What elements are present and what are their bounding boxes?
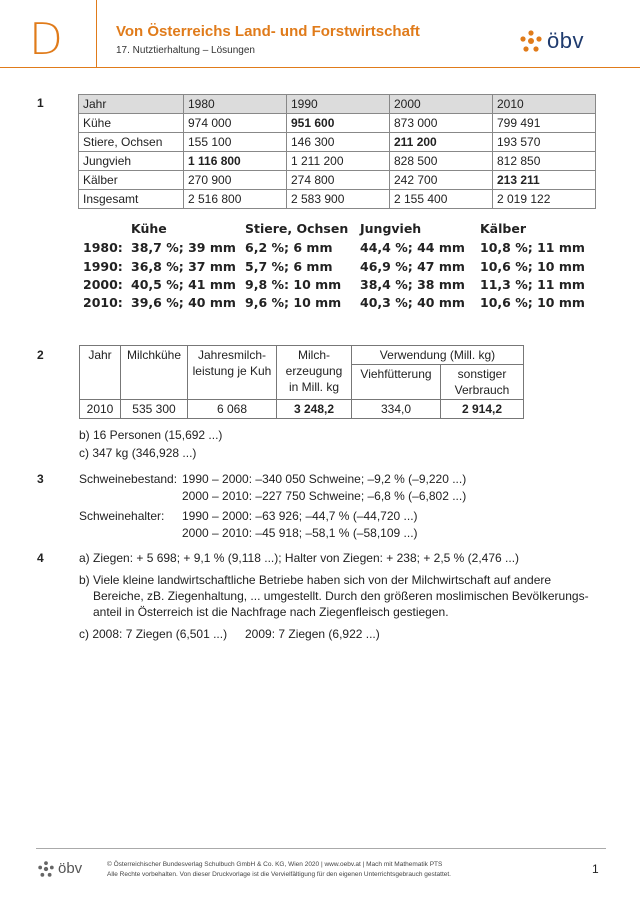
share-header: Kälber <box>480 221 526 236</box>
table-header: Jahr <box>80 346 121 400</box>
table-cell: Stiere, Ochsen <box>79 133 184 152</box>
table-row <box>79 133 596 152</box>
task-number-4: 4 <box>37 551 44 565</box>
star-burst-icon <box>38 861 54 877</box>
table-cell: 274 800 <box>287 171 390 190</box>
share-value: 36,8 %; 37 mm <box>131 259 236 274</box>
table-cell: 2 155 400 <box>390 190 493 209</box>
table-cell: 951 600 <box>287 114 390 133</box>
answer-2c: c) 347 kg (346,928 ...) <box>79 446 197 460</box>
logo-text: öbv <box>547 28 584 53</box>
table-cell: 799 491 <box>493 114 596 133</box>
chapter-title: Von Österreichs Land- und Forstwirtschaft <box>116 23 420 40</box>
answer-4c: 2009: 7 Ziegen (6,922 ...) <box>245 627 380 641</box>
table-header: Verwendung (Mill. kg) <box>352 346 524 365</box>
table-header <box>188 346 277 400</box>
share-value: 40,3 %; 40 mm <box>360 295 465 310</box>
publisher-logo <box>520 28 584 54</box>
star-burst-icon <box>520 30 542 52</box>
table-cell: 1 211 200 <box>287 152 390 171</box>
share-header: Kühe <box>131 221 167 236</box>
table-cell: 242 700 <box>390 171 493 190</box>
header-line: sonstiger <box>457 367 507 381</box>
header-line: leistung je Kuh <box>192 364 272 378</box>
header-divider-vertical <box>96 0 97 68</box>
table-cell: 2 583 900 <box>287 190 390 209</box>
table-cell: 155 100 <box>184 133 287 152</box>
footer-logo <box>38 860 82 877</box>
header-line: Milch- <box>298 348 330 362</box>
footer-divider <box>36 848 606 849</box>
table-cell: 974 000 <box>184 114 287 133</box>
share-year: 1990: <box>83 259 123 274</box>
table-row <box>79 114 596 133</box>
table-cell: Jungvieh <box>79 152 184 171</box>
table-cell: 193 570 <box>493 133 596 152</box>
share-value: 9,6 %; 10 mm <box>245 295 342 310</box>
header-line: Jahresmilch- <box>197 348 266 362</box>
table-header: 1980 <box>184 95 287 114</box>
livestock-table <box>78 94 596 209</box>
label-schweinehalter: Schweinehalter: <box>79 509 165 523</box>
table-header-row <box>79 95 596 114</box>
table-header: 2010 <box>493 95 596 114</box>
table-row <box>79 190 596 209</box>
answer-4a: a) Ziegen: + 5 698; + 9,1 % (9,118 ...); Halter von Ziegen: + 238; + 2,5 % (2,476 ...) <box>79 551 520 565</box>
task-number-2: 2 <box>37 348 44 362</box>
task-number-1: 1 <box>37 96 44 110</box>
footer-line: Alle Rechte vorbehalten. Von dieser Druckvorlage ist die Vervielfältigung für den eigenen Unterrichtsgebrauch gestattet. <box>107 871 451 878</box>
table-header: 2000 <box>390 95 493 114</box>
footer-logo-text: öbv <box>58 860 83 877</box>
table-row <box>80 400 524 419</box>
page-number: 1 <box>592 862 599 876</box>
share-year: 2000: <box>83 277 123 292</box>
answer-line: 1990 – 2000: –340 050 Schweine; –9,2 % (–9,220 ...) <box>182 472 467 486</box>
table-cell: 334,0 <box>352 400 441 419</box>
header-line: in Mill. kg <box>288 380 339 394</box>
table-cell: 270 900 <box>184 171 287 190</box>
table-cell: 2 914,2 <box>441 400 524 419</box>
chapter-letter: D <box>29 14 63 65</box>
share-year: 1980: <box>83 240 123 255</box>
share-value: 10,6 %; 10 mm <box>480 295 585 310</box>
answer-4b-line: Bereiche, zB. Ziegenhaltung, ... umgestellt. Durch den größeren moslimischen Bevölkerungs- <box>93 589 589 603</box>
share-year: 2010: <box>83 295 123 310</box>
table-row <box>79 171 596 190</box>
share-value: 40,5 %; 41 mm <box>131 277 236 292</box>
table-header <box>441 365 524 400</box>
answer-line: 2000 – 2010: –45 918; –58,1 % (–58,109 ...) <box>182 526 418 540</box>
table-header <box>277 346 352 400</box>
table-cell: 828 500 <box>390 152 493 171</box>
table-cell: 2 516 800 <box>184 190 287 209</box>
share-value: 10,8 %; 11 mm <box>480 240 585 255</box>
share-value: 38,4 %; 38 mm <box>360 277 465 292</box>
header-divider-horizontal <box>0 67 640 68</box>
answer-2b: b) 16 Personen (15,692 ...) <box>79 428 223 442</box>
footer-copyright <box>107 860 451 880</box>
answer-line: 1990 – 2000: –63 926; –44,7 % (–44,720 ...) <box>182 509 418 523</box>
table-cell: 213 211 <box>493 171 596 190</box>
share-header: Jungvieh <box>360 221 422 236</box>
table-cell: Kühe <box>79 114 184 133</box>
table-header: Milchkühe <box>121 346 188 400</box>
share-value: 38,7 %; 39 mm <box>131 240 236 255</box>
table-cell: 3 248,2 <box>277 400 352 419</box>
table-header-row <box>80 346 524 365</box>
share-header: Stiere, Ochsen <box>245 221 349 236</box>
table-cell: 146 300 <box>287 133 390 152</box>
table-cell: 211 200 <box>390 133 493 152</box>
table-header: Jahr <box>79 95 184 114</box>
milk-table <box>79 345 524 419</box>
table-cell: 1 116 800 <box>184 152 287 171</box>
label-schweinebestand: Schweinebestand: <box>79 472 178 486</box>
share-value: 6,2 %; 6 mm <box>245 240 333 255</box>
table-cell: 2010 <box>80 400 121 419</box>
header-line: Verbrauch <box>454 383 510 397</box>
table-header: Viehfütterung <box>352 365 441 400</box>
share-value: 44,4 %; 44 mm <box>360 240 465 255</box>
table-cell: 535 300 <box>121 400 188 419</box>
answer-line: 2000 – 2010: –227 750 Schweine; –6,8 % (–6,802 ...) <box>182 489 467 503</box>
table-cell: Insgesamt <box>79 190 184 209</box>
table-cell: 6 068 <box>188 400 277 419</box>
table-cell: 812 850 <box>493 152 596 171</box>
share-value: 9,8 %: 10 mm <box>245 277 342 292</box>
footer-line: © Österreichischer Bundesverlag Schulbuch GmbH & Co. KG, Wien 2020 | www.oebv.at | Mach mit Mathematik PTS <box>107 861 443 868</box>
answer-4c: c) 2008: 7 Ziegen (6,501 ...) <box>79 627 228 641</box>
table-cell: Kälber <box>79 171 184 190</box>
table-cell: 2 019 122 <box>493 190 596 209</box>
share-value: 46,9 %; 47 mm <box>360 259 465 274</box>
table-row <box>79 152 596 171</box>
answer-4b-line: b) Viele kleine landwirtschaftliche Betriebe haben sich von der Milchwirtschaft auf andere <box>79 573 552 587</box>
answer-4b-line: anteil in Österreich ist die Nachfrage nach Ziegenfleisch gestiegen. <box>93 605 449 619</box>
header-line: erzeugung <box>285 364 343 378</box>
share-value: 39,6 %; 40 mm <box>131 295 236 310</box>
task-number-3: 3 <box>37 472 44 486</box>
table-cell: 873 000 <box>390 114 493 133</box>
chapter-subtitle: 17. Nutztierhaltung – Lösungen <box>116 45 255 56</box>
share-value: 10,6 %; 10 mm <box>480 259 585 274</box>
share-value: 11,3 %; 11 mm <box>480 277 585 292</box>
share-value: 5,7 %; 6 mm <box>245 259 333 274</box>
table-header: 1990 <box>287 95 390 114</box>
